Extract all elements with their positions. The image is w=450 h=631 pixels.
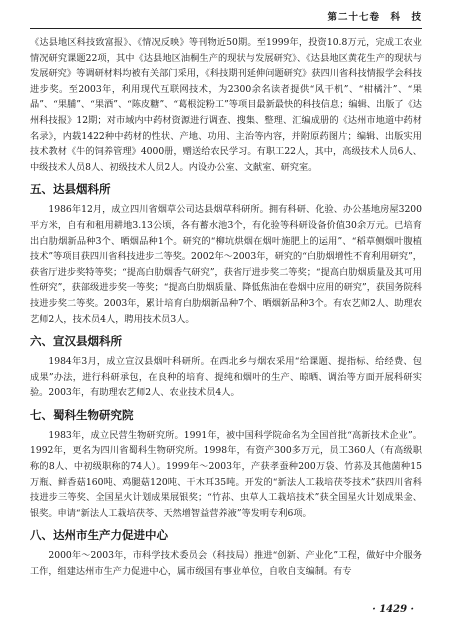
page-number: · 1429 · (372, 604, 414, 615)
header-rule (30, 28, 422, 29)
section-heading-xuanhan-tobacco-institute: 六、宣汉县烟科所 (30, 334, 122, 349)
section-heading-productivity-center: 八、达州市生产力促进中心 (30, 528, 168, 543)
paragraph: 1986年12月，成立四川省烟草公司达县烟草科研所。拥有科研、化验、办公基地房屋3200平方米，自有和租用耕地3.13公顷，各有蓄水池3个，有化验等科研设备价值30余万元。已培育出白肋烟新品种3个、晒烟品种1个。研究的“柳坑烘烟在烟叶施肥上的运用”、“稻草侧烟叶腹植技术”等项目获四川省科技进步二等奖。2002年～2003年，研究的“白肋烟增性不育利用研究”，获省厅进步奖特等奖；“提高白肋烟香气研究”，获省厅进步奖二等奖；“提高白肋烟质量及其可用性研究”，获部级进步奖一等奖；“提高白肋烟质量、降低焦油在卷烟中应用的研究”，获国务院科技进步奖二等奖。2003年，累计培育白肋烟新品种7个、晒烟新品种3个。有农艺师2人、助理农艺师2人，技术员4人，聘用技术员3人。 (30, 204, 422, 325)
section-heading-shuke-bio-institute: 七、蜀科生物研究院 (30, 407, 134, 422)
section-heading-dazhou-tobacco-institute: 五、达县烟科所 (30, 182, 111, 197)
paragraph-continued: 《达县地区科技致富报》、《情况反映》等刊物近50期。至1999年，投资10.8万元，完成工农业情况研究课题22项，其中《达县地区油桐生产的现状与发展研究》、《达县地区黄花生产的现状与发展研究》等调研材料均被有关部门采用，《科技期刊延伸问题研究》获四川省科技情报学会科技进步奖。至2003年，利用现代互联网技术，为2300余名读者提供“风干机”、“柑橘汁”、“果晶”、“果脯”、“果酒”、“陈皮糖”、“葛根淀粉工”等项目最新最快的科技信息；编辑、出版了《达州科技报》12期；对市域内中药材资源进行调查、搜集、整理、汇编成册的《达州市地道中药材名录》，内载1422种中药材的性状、产地、功用、主治等内容，并附原药图片；编辑、出版实用技术教材《牛的饲养管理》4000册，赠送给农民学习。有职工22人，其中，高级技术人员6人、中级技术人员8人、初级技术人员2人。内设办公室、文献室、研究室。 (30, 37, 422, 173)
paragraph: 1984年3月，成立宣汉县烟叶科研所。在西北乡与烟农采用“给课题、提指标、给经费、包成果”办法，进行科研承包，在良种的培育、提纯和烟叶的生产、晾晒、调治等方面开展科研实验。2003年，有助理农艺师2人、农业技术员4人。 (30, 356, 422, 399)
paragraph: 2000年～2003年，市科学技术委员会（科技局）推进“创新、产业化”工程，做好中介服务工作，组建达州市生产力促进中心，属市级国有事业单位，自收自支编制。有专 (30, 550, 422, 578)
body-text (30, 35, 422, 580)
running-header: 第二十七卷 科 技 (327, 12, 422, 23)
paragraph: 1983年，成立民营生物研究所。1991年，被中国科学院命名为全国首批“高新技术企业”。1992年，更名为四川省蜀科生物研究所。1998年，有资产300多万元，员工360人（有高级职称的8人、中初级职称的74人）。1999年～2003年，产获孝蚕种200万袋、竹荪及其他菌种15万瓶、鲜香菇160吨、鸡腿菇120吨、干木耳35吨。开发的“新法人工栽培茯苓技术”获四川省科技进步三等奖、全国星火计划成果展银奖；“竹荪、虫草人工栽培技术”获全国星火计划成果金、银奖。申请“新法人工栽培茯苓、天然增智益营养液”等发明专利6项。 (30, 429, 422, 519)
